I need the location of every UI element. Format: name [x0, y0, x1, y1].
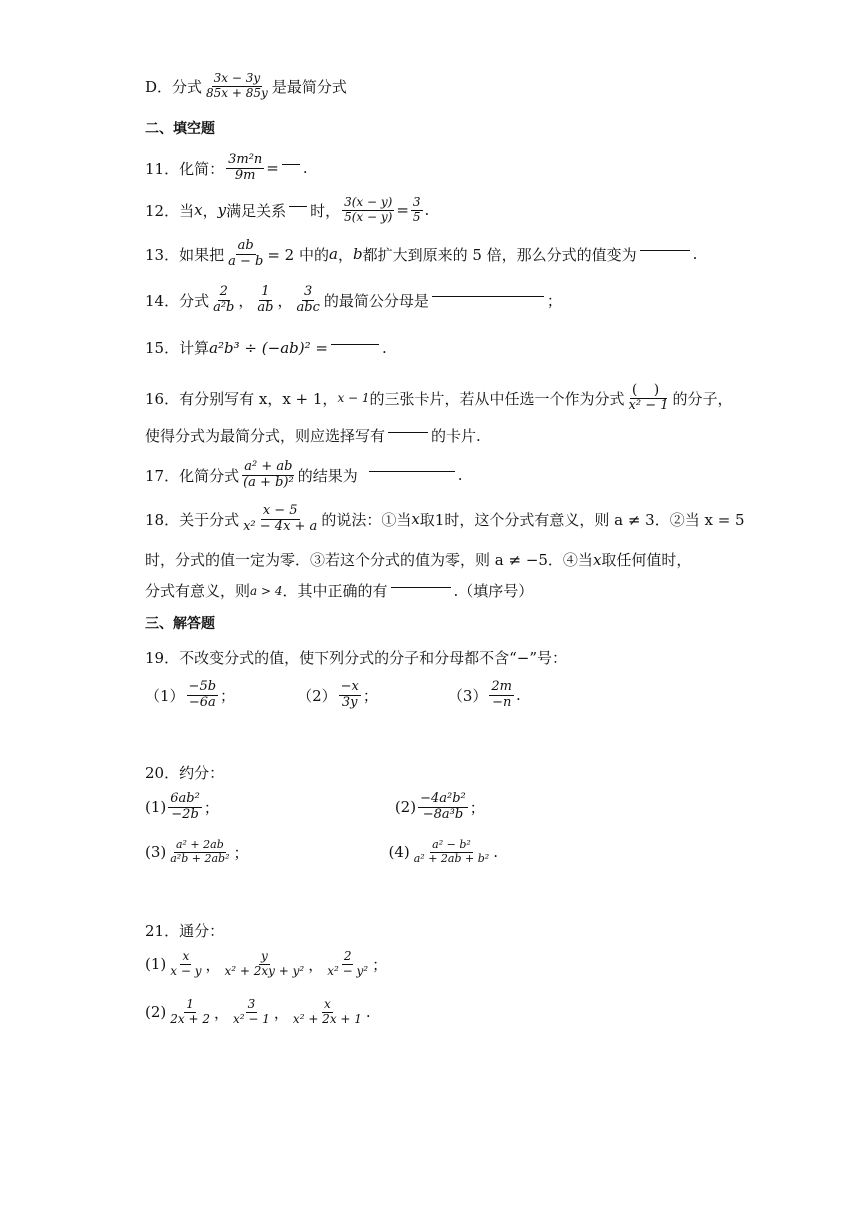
q18-line2: 时，分式的值一定为零．③若这个分式的值为零，则 a ≠ −5．④当 — [145, 551, 593, 569]
question-18-line-3 — [145, 580, 533, 601]
q14-text1: 14．分式 — [145, 291, 210, 310]
question-19-title: 19．不改变分式的值，使下列分式的分子和分母都不含“−”号： — [145, 649, 567, 667]
q19-part-2-fraction — [339, 680, 361, 711]
q12-sep: ， — [202, 201, 218, 220]
q20-part-3-end: ； — [233, 843, 249, 862]
q18-fraction — [241, 504, 319, 535]
option-d-numerator: 3x − 3y — [213, 71, 261, 85]
q21-b1-denominator: 2x + 2 — [170, 1011, 210, 1026]
section-fill-in: 二、填空题 — [145, 121, 215, 137]
q20-part-4-label: (4) — [388, 843, 410, 862]
q21-a3-denominator: x² − y² — [327, 963, 369, 978]
q19-f1-numerator: −5b — [188, 679, 217, 694]
question-18-line-1 — [145, 504, 745, 535]
q14-f3-numerator: 3 — [304, 284, 313, 299]
q13-equals: = 2 中的 — [267, 245, 329, 264]
q14-f2-numerator: 1 — [261, 284, 270, 299]
q19-f2-numerator: −x — [340, 679, 359, 694]
q13-end: . — [692, 245, 698, 264]
q21-sep-1: ， — [205, 955, 221, 974]
q21-sep-3: ， — [213, 1003, 229, 1022]
q18-line3a: 分式有意义，则 — [145, 582, 251, 600]
q18-line3-end: .（填序号） — [453, 582, 534, 600]
q15-expression: a²b³ ÷ (−ab)² = — [209, 338, 328, 357]
q19-part-3-label: （3） — [447, 686, 488, 705]
q20-part-1-end: ； — [203, 798, 219, 817]
q20-part-3-label: (3) — [145, 843, 167, 862]
q21-part-1-end: ； — [372, 955, 388, 974]
option-d — [145, 72, 347, 101]
q14-f3-denominator: abc — [296, 299, 320, 315]
section-answer: 三、解答题 — [145, 616, 215, 632]
q12-y: y — [217, 201, 227, 220]
question-19-parts — [145, 680, 521, 711]
q19-part-2-label: （2） — [297, 686, 337, 705]
q21-a1-numerator: x — [182, 949, 190, 963]
question-21-title: 21．通分： — [145, 922, 225, 940]
q20-f1-numerator: 6ab² — [170, 791, 200, 806]
q17-text1: 17．化简分式 — [145, 466, 240, 485]
q16-numerator: ( ) — [631, 382, 666, 398]
q20-f4-denominator: a² + 2ab + b² — [413, 851, 490, 865]
q18-line3-condition: a > 4 — [250, 583, 283, 598]
q12-fraction-result — [411, 196, 423, 225]
q14-end: ； — [546, 291, 562, 310]
q18-answer-blank[interactable] — [391, 586, 451, 588]
q21-b3-numerator: x — [324, 997, 331, 1011]
q20-part-2-fraction — [418, 792, 468, 823]
q16-text3: 的分子， — [672, 389, 733, 408]
q13-a: a — [328, 245, 338, 264]
q11-denominator: 9m — [234, 167, 256, 183]
q12-text1: 12．当 — [145, 201, 195, 220]
question-20-row-2 — [145, 839, 498, 865]
q11-fraction — [226, 153, 264, 184]
q20-part-1-label: (1) — [145, 798, 167, 817]
q12-result-numerator: 3 — [412, 195, 421, 209]
option-d-fraction — [204, 72, 270, 101]
q11-end: . — [302, 159, 308, 178]
option-d-prefix: D．分式 — [145, 77, 203, 96]
q20-f2-denominator: −8a³b — [422, 806, 464, 822]
q19-part-1-fraction — [187, 680, 219, 711]
q20-part-2-end: ； — [469, 798, 485, 817]
q21-a3-numerator: 2 — [343, 949, 352, 963]
q12-result-denominator: 5 — [412, 209, 421, 224]
q14-fraction-3 — [295, 285, 322, 316]
q12-answer-blank[interactable] — [289, 205, 307, 207]
q12-end: . — [424, 201, 430, 220]
q20-part-3-fraction — [168, 839, 231, 865]
q13-text2: 都扩大到原来的 5 倍，那么分式的值变为 — [362, 245, 637, 264]
q20-part-1-fraction — [168, 792, 202, 823]
q12-numerator: 3(x − y) — [344, 195, 393, 209]
q18-line2b: 取任何值时， — [601, 551, 692, 569]
q12-denominator: 5(x − y) — [344, 209, 393, 224]
q21-a1-fraction — [168, 950, 203, 979]
q21-b3-denominator: x² + 2x + 1 — [292, 1011, 362, 1026]
question-14 — [145, 285, 562, 316]
q21-b1-numerator: 1 — [186, 997, 194, 1011]
q21-b2-denominator: x² − 1 — [233, 1011, 270, 1026]
q15-text1: 15．计算 — [145, 339, 210, 357]
q21-a3-fraction — [325, 950, 370, 979]
q18-denominator: x² − 4x + a — [243, 518, 318, 534]
q17-end: . — [457, 466, 463, 485]
q11-answer-blank[interactable] — [282, 163, 300, 165]
q21-b3-fraction — [291, 998, 364, 1027]
q18-numerator: x − 5 — [262, 503, 298, 518]
q18-x: x — [411, 510, 420, 529]
q12-equals: = — [396, 201, 409, 220]
option-d-denominator: 85x + 85y — [206, 85, 268, 100]
q14-fraction-1 — [211, 285, 236, 316]
q21-sep-2: ， — [308, 955, 324, 974]
q16-card-3: x − 1 — [337, 391, 370, 406]
q12-text2: 满足关系 — [226, 201, 287, 220]
q14-f1-denominator: a²b — [213, 299, 235, 315]
q13-numerator: ab — [237, 238, 254, 253]
q13-text1: 13．如果把 — [145, 245, 225, 264]
q17-answer-blank[interactable] — [369, 470, 455, 472]
question-11 — [145, 153, 308, 184]
question-20-title: 20．约分： — [145, 764, 225, 782]
q11-numerator: 3m²n — [228, 152, 263, 167]
q19-f3-denominator: −n — [492, 694, 512, 710]
q18-line3b: ．其中正确的有 — [282, 582, 388, 600]
q20-f2-numerator: −4a²b² — [420, 791, 466, 806]
q21-part-2-end: . — [365, 1003, 371, 1022]
q11-label: 11．化简： — [145, 159, 225, 178]
q13-b: b — [352, 245, 363, 264]
q17-numerator: a² + ab — [244, 459, 293, 474]
question-16-line-2 — [145, 425, 481, 446]
q19-part-2-end: ； — [362, 686, 378, 705]
q13-fraction — [226, 239, 265, 270]
question-13 — [145, 239, 697, 270]
q16-denominator: x² − 1 — [628, 398, 669, 414]
q16-answer-blank[interactable] — [388, 431, 428, 433]
q16-line2-end: 的卡片. — [431, 427, 481, 445]
q14-text2: 的最简公分母是 — [323, 291, 429, 310]
q16-line2: 使得分式为最简分式，则应选择写有 — [145, 427, 386, 445]
question-16-line-1 — [145, 382, 733, 414]
q20-part-4-end: . — [493, 843, 498, 862]
q18-text2: 的说法：①当 — [321, 510, 412, 529]
q14-answer-blank[interactable] — [432, 295, 544, 297]
q19-part-3-end: . — [516, 686, 521, 705]
q18-text1: 18．关于分式 — [145, 510, 240, 529]
q13-answer-blank[interactable] — [640, 249, 690, 251]
q21-b2-numerator: 3 — [247, 997, 256, 1011]
q19-f1-denominator: −6a — [188, 694, 216, 710]
q16-text2: 的三张卡片，若从中任选一个作为分式 — [369, 389, 625, 408]
q16-fraction — [627, 382, 671, 414]
q20-f3-numerator: a² + 2ab — [175, 838, 224, 851]
q21-b2-fraction — [231, 998, 272, 1027]
question-17 — [145, 460, 462, 491]
q20-f3-denominator: a²b + 2ab² — [170, 851, 230, 865]
q21-b1-fraction — [168, 998, 212, 1027]
q15-end: . — [381, 338, 387, 357]
q21-sep-4: ， — [273, 1003, 289, 1022]
q17-fraction — [241, 460, 296, 491]
q18-line2-x: x — [592, 550, 602, 569]
q14-f2-denominator: ab — [257, 299, 274, 315]
q14-fraction-2 — [255, 285, 275, 316]
option-d-suffix: 是最简分式 — [271, 77, 347, 96]
q12-x: x — [194, 201, 203, 220]
q21-a2-fraction — [223, 950, 307, 979]
question-21-row-1 — [145, 950, 387, 979]
question-20-row-1 — [145, 792, 485, 823]
q18-text3: 取1时，这个分式有意义，则 a ≠ 3．②当 x = 5 — [419, 510, 745, 529]
q12-fraction — [342, 196, 394, 225]
q13-denominator: a − b — [228, 253, 264, 269]
question-12 — [145, 196, 429, 225]
q19-f2-denominator: 3y — [341, 694, 358, 710]
q20-part-2-label: (2) — [394, 798, 417, 817]
question-18-line-2 — [145, 549, 691, 570]
q20-f1-denominator: −2b — [171, 806, 199, 822]
q19-part-1-end: ； — [220, 686, 236, 705]
q21-part-2-label: (2) — [145, 1003, 167, 1022]
q11-equals: = — [266, 159, 279, 178]
q21-a2-denominator: x² + 2xy + y² — [224, 963, 305, 978]
q19-f3-numerator: 2m — [491, 679, 513, 694]
q19-part-3-fraction — [489, 680, 514, 711]
q21-part-1-label: (1) — [145, 955, 167, 974]
q12-text3: 时， — [310, 201, 341, 220]
q21-a1-denominator: x − y — [170, 963, 202, 978]
q17-text2: 的结果为 — [297, 466, 358, 485]
q19-part-1-label: （1） — [145, 686, 185, 705]
question-21-row-2 — [145, 998, 371, 1027]
q14-f1-numerator: 2 — [219, 284, 228, 299]
q13-sep: ， — [337, 245, 353, 264]
q16-text1: 16．有分别写有 x，x + 1， — [145, 389, 338, 408]
q20-f4-numerator: a² − b² — [432, 838, 471, 851]
q17-denominator: (a + b)² — [243, 474, 294, 490]
q20-part-4-fraction — [412, 839, 491, 865]
q14-sep-2: ， — [277, 291, 293, 310]
q14-sep-1: ， — [238, 291, 254, 310]
question-15 — [145, 337, 387, 358]
q15-answer-blank[interactable] — [331, 343, 379, 345]
q21-a2-numerator: y — [260, 949, 268, 963]
